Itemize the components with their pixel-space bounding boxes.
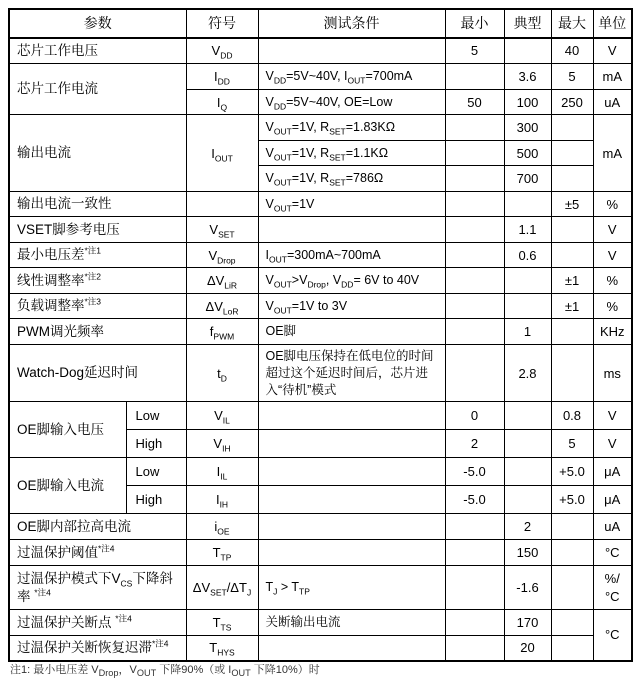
table-cell bbox=[445, 636, 504, 661]
table-cell: $V_{OUT}=1V$ to 3V bbox=[258, 294, 445, 319]
table-cell bbox=[445, 319, 504, 345]
table-cell bbox=[551, 243, 593, 268]
table-cell bbox=[445, 166, 504, 192]
table-cell: -5.0 bbox=[445, 458, 504, 486]
table-cell bbox=[551, 141, 593, 166]
table-cell: $I_{DD}$ bbox=[186, 64, 258, 90]
table-cell bbox=[258, 217, 445, 243]
table-cell bbox=[445, 217, 504, 243]
table-cell: $T_{TS}$ bbox=[186, 610, 258, 636]
table-cell: uA bbox=[593, 514, 632, 540]
header-row bbox=[9, 9, 632, 38]
header-cell: 参数 bbox=[9, 9, 186, 38]
table-cell: $V_{DD}=5V\sim 40V$, $I_{OUT}=700mA$ bbox=[258, 64, 445, 90]
table-row bbox=[9, 514, 632, 540]
table-cell: %/°C bbox=[593, 566, 632, 610]
table-cell: OE脚内部拉高电流 bbox=[9, 514, 186, 540]
table-cell: 250 bbox=[551, 90, 593, 115]
table-cell: 2.8 bbox=[504, 345, 551, 402]
table-cell: -1.6 bbox=[504, 566, 551, 610]
table-cell: % bbox=[593, 268, 632, 294]
table-cell: uA bbox=[593, 90, 632, 115]
table-cell: ±1 bbox=[551, 294, 593, 319]
table-cell: Low bbox=[126, 458, 186, 486]
table-cell: 5 bbox=[551, 64, 593, 90]
table-cell: 5 bbox=[445, 38, 504, 64]
table-cell bbox=[551, 610, 593, 636]
table-row bbox=[9, 192, 632, 217]
table-cell: 2 bbox=[504, 514, 551, 540]
table-cell: $I_Q$ bbox=[186, 90, 258, 115]
table-row bbox=[9, 268, 632, 294]
table-cell: V bbox=[593, 38, 632, 64]
table-cell: 过温保护阈值$^{*注4}$ bbox=[9, 540, 186, 566]
table-row bbox=[9, 345, 632, 402]
table-row bbox=[9, 243, 632, 268]
table-cell: $V_{DD}=5V\sim 40V$, OE=Low bbox=[258, 90, 445, 115]
table-cell: 50 bbox=[445, 90, 504, 115]
table-cell: μA bbox=[593, 486, 632, 514]
table-cell: $I_{IL}$ bbox=[186, 458, 258, 486]
table-row bbox=[9, 458, 632, 486]
table-cell: PWM调光频率 bbox=[9, 319, 186, 345]
table-cell bbox=[551, 345, 593, 402]
table-cell: OE脚输入电压 bbox=[9, 402, 126, 458]
table-cell: High bbox=[126, 430, 186, 458]
table-cell: 300 bbox=[504, 115, 551, 141]
table-cell bbox=[258, 514, 445, 540]
table-cell: mA bbox=[593, 64, 632, 90]
table-cell: ±1 bbox=[551, 268, 593, 294]
table-cell bbox=[258, 486, 445, 514]
table-cell: $V_{OUT}=1V$, $R_{SET}=1.83K\Omega$ bbox=[258, 115, 445, 141]
table-cell: V bbox=[593, 402, 632, 430]
table-cell: °C bbox=[593, 540, 632, 566]
table-cell: $I_{IH}$ bbox=[186, 486, 258, 514]
table-cell bbox=[258, 430, 445, 458]
table-cell: mA bbox=[593, 115, 632, 192]
table-cell: 0.8 bbox=[551, 402, 593, 430]
table-cell bbox=[186, 192, 258, 217]
table-row bbox=[9, 294, 632, 319]
table-cell: 100 bbox=[504, 90, 551, 115]
table-row bbox=[9, 610, 632, 636]
table-cell: -5.0 bbox=[445, 486, 504, 514]
table-cell: 170 bbox=[504, 610, 551, 636]
table-cell: 40 bbox=[551, 38, 593, 64]
table-cell: % bbox=[593, 294, 632, 319]
table-cell: VSET脚参考电压 bbox=[9, 217, 186, 243]
header-cell: 单位 bbox=[593, 9, 632, 38]
header-cell: 符号 bbox=[186, 9, 258, 38]
table-cell: ms bbox=[593, 345, 632, 402]
table-row bbox=[9, 38, 632, 64]
header-cell: 测试条件 bbox=[258, 9, 445, 38]
table-cell: 输出电流 bbox=[9, 115, 186, 192]
table-cell: $T_{TP}$ bbox=[186, 540, 258, 566]
table-cell: 过温保护关断恢复迟滞$^{*注4}$ bbox=[9, 636, 186, 661]
table-row bbox=[9, 402, 632, 430]
table-cell: 700 bbox=[504, 166, 551, 192]
table-cell: V bbox=[593, 217, 632, 243]
table-row bbox=[9, 217, 632, 243]
table-cell bbox=[504, 294, 551, 319]
table-cell: $T_J > T_{TP}$ bbox=[258, 566, 445, 610]
table-cell bbox=[504, 430, 551, 458]
table-cell: OE脚电压保持在低电位的时间超过这个延迟时间后，芯片进入“待机”模式 bbox=[258, 345, 445, 402]
table-cell: 500 bbox=[504, 141, 551, 166]
table-cell: $\Delta V_{SET}/\Delta T_J$ bbox=[186, 566, 258, 610]
table-cell bbox=[445, 268, 504, 294]
table-cell: 输出电流一致性 bbox=[9, 192, 186, 217]
table-cell: % bbox=[593, 192, 632, 217]
table-cell: 150 bbox=[504, 540, 551, 566]
table-cell: $V_{IH}$ bbox=[186, 430, 258, 458]
table-cell bbox=[504, 402, 551, 430]
table-cell: V bbox=[593, 243, 632, 268]
table-cell bbox=[445, 141, 504, 166]
table-cell bbox=[445, 566, 504, 610]
table-cell: Low bbox=[126, 402, 186, 430]
table-cell: $\Delta V_{LiR}$ bbox=[186, 268, 258, 294]
table-cell: OE脚 bbox=[258, 319, 445, 345]
table-cell: $V_{IL}$ bbox=[186, 402, 258, 430]
table-cell: 关断输出电流 bbox=[258, 610, 445, 636]
table-cell: V bbox=[593, 430, 632, 458]
table-row bbox=[9, 64, 632, 90]
table-cell: $V_{OUT}>V_{Drop}$, $V_{DD}= 6V$ to 40V bbox=[258, 268, 445, 294]
table-cell: 1.1 bbox=[504, 217, 551, 243]
table-cell bbox=[504, 192, 551, 217]
table-cell: $I_{OUT}$ bbox=[186, 115, 258, 192]
table-cell: $V_{DD}$ bbox=[186, 38, 258, 64]
table-cell: Watch-Dog延迟时间 bbox=[9, 345, 186, 402]
table-cell bbox=[551, 115, 593, 141]
table-cell bbox=[445, 115, 504, 141]
table-cell: 2 bbox=[445, 430, 504, 458]
table-cell bbox=[504, 38, 551, 64]
header-cell: 最大 bbox=[551, 9, 593, 38]
table-cell: $V_{OUT}=1V$, $R_{SET}=786\Omega$ bbox=[258, 166, 445, 192]
table-cell: μA bbox=[593, 458, 632, 486]
table-cell: 3.6 bbox=[504, 64, 551, 90]
table-cell bbox=[551, 566, 593, 610]
table-row bbox=[9, 115, 632, 141]
table-cell bbox=[551, 636, 593, 661]
table-cell bbox=[445, 514, 504, 540]
table-cell bbox=[551, 514, 593, 540]
table-cell bbox=[504, 268, 551, 294]
table-cell: $f_{PWM}$ bbox=[186, 319, 258, 345]
table-cell: High bbox=[126, 486, 186, 514]
table-cell: $V_{OUT}=1V$, $R_{SET}=1.1K\Omega$ bbox=[258, 141, 445, 166]
table-cell: $T_{HYS}$ bbox=[186, 636, 258, 661]
table-cell: 0 bbox=[445, 402, 504, 430]
table-cell bbox=[258, 540, 445, 566]
table-cell: $V_{SET}$ bbox=[186, 217, 258, 243]
table-row bbox=[9, 566, 632, 610]
table-cell: 5 bbox=[551, 430, 593, 458]
table-cell: +5.0 bbox=[551, 458, 593, 486]
table-cell: KHz bbox=[593, 319, 632, 345]
table-cell: ±5 bbox=[551, 192, 593, 217]
table-cell: 过温保护关断点 $^{*注4}$ bbox=[9, 610, 186, 636]
table-cell bbox=[445, 540, 504, 566]
table-cell bbox=[504, 458, 551, 486]
table-cell bbox=[551, 540, 593, 566]
footnote: 注1: 最小电压差 $V_{Drop}$，$V_{OUT}$ 下降90%（或 $I_{OUT}$ 下降10%）时 bbox=[10, 664, 320, 679]
table-cell: °C bbox=[593, 610, 632, 661]
header-cell: 最小 bbox=[445, 9, 504, 38]
table-cell: 负载调整率$^{*注3}$ bbox=[9, 294, 186, 319]
table-cell: $I_{OUT}=300mA\sim 700mA$ bbox=[258, 243, 445, 268]
table-cell bbox=[445, 64, 504, 90]
table-cell: 0.6 bbox=[504, 243, 551, 268]
table-cell: $\Delta V_{LoR}$ bbox=[186, 294, 258, 319]
table-cell bbox=[551, 217, 593, 243]
table-row bbox=[9, 540, 632, 566]
table-cell bbox=[258, 38, 445, 64]
table-cell: 20 bbox=[504, 636, 551, 661]
table-cell bbox=[445, 294, 504, 319]
table-cell bbox=[445, 243, 504, 268]
table-cell: $V_{Drop}$ bbox=[186, 243, 258, 268]
table-cell bbox=[551, 319, 593, 345]
table-cell bbox=[445, 345, 504, 402]
table-cell: 线性调整率$^{*注2}$ bbox=[9, 268, 186, 294]
table-cell bbox=[551, 166, 593, 192]
table-row bbox=[9, 319, 632, 345]
table-cell: +5.0 bbox=[551, 486, 593, 514]
table-cell bbox=[258, 636, 445, 661]
table-cell: $V_{OUT}=1V$ bbox=[258, 192, 445, 217]
table-cell bbox=[445, 192, 504, 217]
table-cell: 芯片工作电压 bbox=[9, 38, 186, 64]
table-cell: 1 bbox=[504, 319, 551, 345]
table-cell bbox=[258, 458, 445, 486]
table-cell: 过温保护模式下$V_{CS}$下降斜率 $^{*注4}$ bbox=[9, 566, 186, 610]
header-cell: 典型 bbox=[504, 9, 551, 38]
table-cell: $i_{OE}$ bbox=[186, 514, 258, 540]
table-cell bbox=[445, 610, 504, 636]
spec-table bbox=[8, 8, 633, 662]
table-cell bbox=[258, 402, 445, 430]
table-cell: 芯片工作电流 bbox=[9, 64, 186, 115]
table-cell: 最小电压差$^{*注1}$ bbox=[9, 243, 186, 268]
table-row bbox=[9, 636, 632, 661]
table-cell: $t_D$ bbox=[186, 345, 258, 402]
table-cell bbox=[504, 486, 551, 514]
table-cell: OE脚输入电流 bbox=[9, 458, 126, 514]
